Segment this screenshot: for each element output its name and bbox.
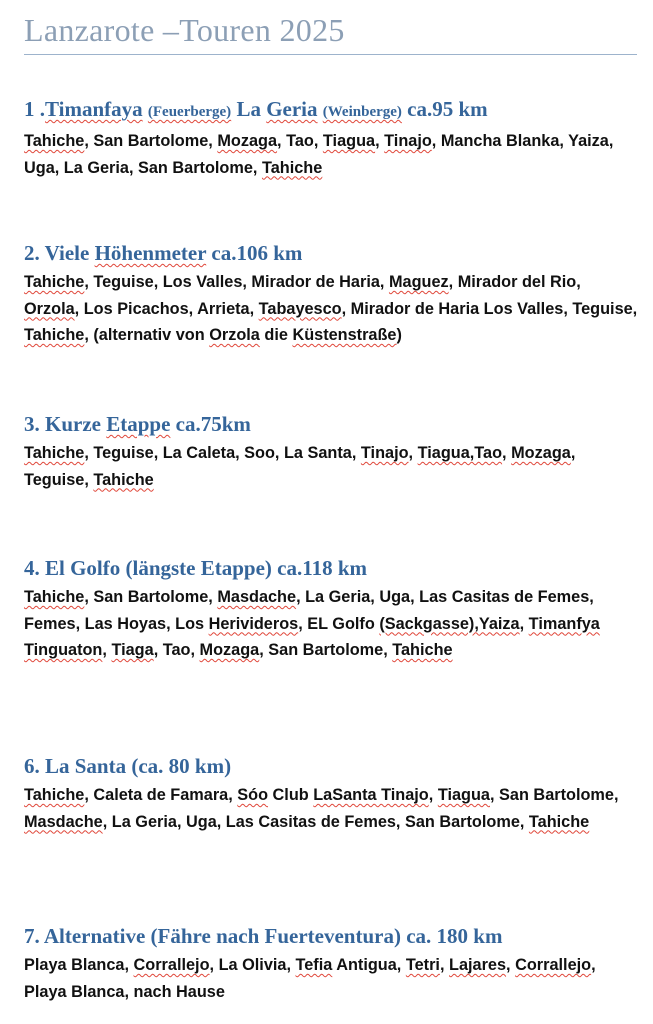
tour-heading [24, 922, 639, 950]
text-segment: , Mancha Blanka, Yaiza, Uga, La Geria, San Bartolome, [24, 132, 614, 177]
tour-route [24, 440, 639, 493]
spell-flagged-word: (Weinberge) [322, 104, 402, 120]
spell-flagged-word: Tahiche [392, 641, 453, 659]
text-segment: La [231, 97, 267, 121]
tour-section-4 [24, 554, 639, 664]
spell-flagged-word: Höhenmeter [94, 241, 207, 265]
text-segment: , San Bartolome, [259, 641, 393, 659]
spell-flagged-word: (Sackgasse),Yaiza [379, 614, 520, 633]
spell-flagged-word: Mozaga [199, 641, 260, 659]
spell-flagged-word: Mozaga [217, 132, 278, 150]
tour-route [24, 782, 639, 835]
text-segment: 7. Alternative (Fähre nach Fuerteventura) ca. 180 km [24, 924, 503, 948]
spell-flagged-word: Küstenstraße [292, 326, 397, 344]
text-segment: Antigua, [332, 956, 406, 974]
text-segment: , Los Picachos, Arrieta, [74, 299, 259, 318]
spell-flagged-word: Tahiche [528, 812, 590, 831]
text-segment: , Caleta de Famara, [84, 786, 238, 804]
spell-flagged-word: (Feuerberge) [147, 104, 232, 120]
text-segment: , San Bartolome, [490, 786, 619, 804]
spell-flagged-word: Tahiche [24, 326, 85, 344]
spell-flagged-word: LaSanta Tinajo [313, 786, 429, 804]
text-segment: die [259, 326, 293, 344]
spell-flagged-word: Tahiche [93, 470, 154, 489]
spell-flagged-word: Tinajo [384, 132, 432, 150]
spell-flagged-word: Sóo [237, 786, 269, 804]
spell-flagged-word: Tahiche [24, 786, 85, 804]
spell-flagged-word: Tiagua [437, 786, 490, 804]
text-segment: , Tao, [153, 641, 200, 659]
spell-flagged-word: Maguez [388, 273, 449, 291]
text-segment: , La Geria, Uga, Las Casitas de Femes, San Bartolome, [102, 812, 529, 831]
spell-flagged-word: Corrallejo [133, 956, 210, 974]
text-segment: , San Bartolome, [84, 588, 218, 606]
text-segment: 4. El Golfo (längste Etappe) ca.118 km [24, 556, 368, 580]
tour-route [24, 269, 639, 349]
text-segment: ) [396, 326, 402, 344]
text-segment: , Mirador de Haria Los Valles, Teguise, [341, 299, 638, 318]
spell-flagged-word: Etappe [106, 412, 171, 436]
spell-flagged-word: Mozaga [511, 444, 571, 462]
text-segment: ca.75km [170, 412, 251, 436]
spell-flagged-word: Tiaga [111, 641, 154, 659]
text-segment: ca.106 km [206, 241, 303, 265]
spell-flagged-word: Herivideros [208, 614, 299, 633]
text-segment: , [375, 132, 385, 150]
text-segment: 1 . [24, 97, 45, 121]
text-segment: , [519, 614, 529, 633]
text-segment: , EL Golfo [298, 614, 380, 633]
text-segment: , [428, 786, 438, 804]
text-segment: , La Olivia, [209, 956, 296, 974]
spell-flagged-word: Tahiche [24, 132, 85, 150]
text-segment: , [439, 956, 449, 974]
text-segment: , (alternativ von [84, 326, 210, 344]
tour-section-1 [24, 95, 639, 181]
text-segment: , Tao, [277, 132, 323, 150]
title-divider [24, 54, 637, 55]
text-segment: , San Bartolome, [84, 132, 218, 150]
tour-section-2 [24, 239, 639, 349]
spell-flagged-word: Tahiche [24, 273, 85, 291]
tour-heading [24, 239, 639, 267]
tour-section-7 [24, 922, 639, 1005]
text-segment: Playa Blanca, [24, 956, 134, 974]
spell-flagged-word: Tetri [405, 956, 440, 974]
spell-flagged-word: Corrallejo [515, 956, 592, 974]
spell-flagged-word: Masdache [217, 588, 297, 606]
tour-heading [24, 554, 639, 582]
text-segment: , Mirador del Rio, [448, 273, 581, 291]
spell-flagged-word: Geria [266, 97, 318, 121]
text-segment: , Playa Blanca, nach Hause [24, 956, 596, 1001]
spell-flagged-word: Tahiche [261, 158, 323, 177]
spell-flagged-word: Tahiche [24, 444, 85, 462]
spell-flagged-word: Tefia [295, 956, 333, 974]
spell-flagged-word: Tahiche [24, 588, 85, 606]
tour-heading [24, 95, 639, 126]
document-title: Lanzarote –Touren 2025 [24, 12, 345, 48]
tour-heading [24, 752, 639, 780]
text-segment: Club [268, 786, 314, 804]
text-segment: 2. Viele [24, 241, 95, 265]
tour-section-6 [24, 752, 639, 835]
text-segment: , [102, 641, 112, 659]
spell-flagged-word: Orzola [24, 299, 75, 318]
spell-flagged-word: Tinajo [360, 444, 409, 462]
tour-heading [24, 410, 639, 438]
spell-flagged-word: Lajares [449, 956, 507, 974]
spell-flagged-word: Masdache [24, 812, 103, 831]
text-segment: ca.95 km [401, 97, 488, 121]
spell-flagged-word: Tiagua [322, 132, 376, 150]
tour-section-3 [24, 410, 639, 493]
text-segment: , [506, 956, 516, 974]
spell-flagged-word: Orzola [209, 326, 260, 344]
tour-route [24, 584, 639, 664]
text-segment: , Teguise, [24, 444, 576, 489]
spell-flagged-word: Timanfaya [45, 97, 143, 121]
text-segment: , [502, 444, 512, 462]
tour-route [24, 952, 639, 1005]
text-segment: , La Geria, Uga, Las Casitas de Femes, Femes, Las Hoyas, Los [24, 588, 594, 633]
text-segment: , Teguise, La Caleta, Soo, La Santa, [84, 444, 361, 462]
spell-flagged-word: Tiagua,Tao [417, 444, 503, 462]
tour-route [24, 128, 639, 181]
text-segment: , [408, 444, 418, 462]
text-segment: 3. Kurze [24, 412, 107, 436]
text-segment: , Teguise, Los Valles, Mirador de Haria, [84, 273, 389, 291]
spell-flagged-word: Tabayesco [258, 299, 342, 318]
text-segment: 6. La Santa (ca. 80 km) [24, 754, 232, 778]
spell-flagged-word: Timanfya Tinguaton [24, 614, 600, 659]
